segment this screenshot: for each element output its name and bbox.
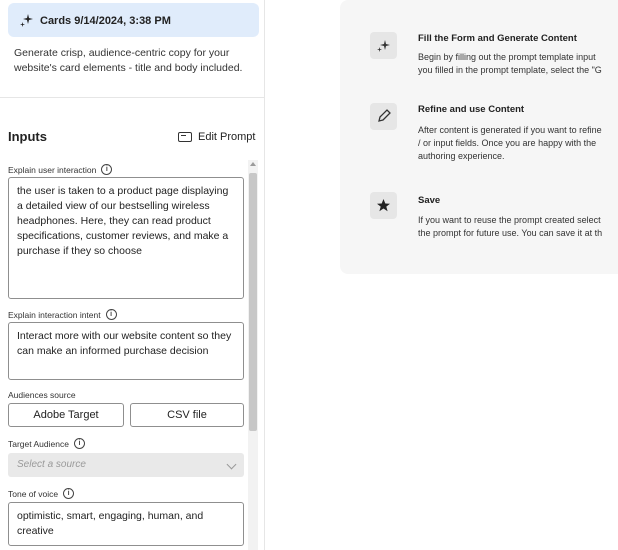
adobe-target-button[interactable]: Adobe Target (8, 403, 124, 427)
step-text-line: you filled in the prompt template, select the "G (418, 65, 602, 75)
step-text-line: / or input fields. Once you are happy with the (418, 138, 597, 148)
user-interaction-label (8, 164, 112, 175)
step-text-line: After content is generated if you want to refine (418, 125, 602, 135)
interaction-intent-label (8, 309, 117, 320)
info-icon[interactable]: i (74, 438, 85, 449)
step-text (418, 214, 618, 240)
panel-divider (264, 0, 265, 550)
tone-of-voice-label (8, 488, 74, 499)
step-text (418, 51, 618, 77)
edit-prompt-button[interactable] (178, 129, 255, 145)
interaction-intent-textarea[interactable]: Interact more with our website content so they can make an informed purchase decision (8, 322, 244, 380)
star-icon (370, 192, 397, 219)
session-card[interactable] (8, 3, 259, 37)
chevron-down-icon (227, 460, 237, 470)
info-icon[interactable]: i (63, 488, 74, 499)
csv-file-button[interactable]: CSV file (130, 403, 244, 427)
pencil-icon (370, 103, 397, 130)
terminal-icon (178, 132, 192, 142)
target-audience-select[interactable] (8, 453, 244, 477)
step-text-line: authoring experience. (418, 151, 505, 161)
step-title: Fill the Form and Generate Content (418, 33, 577, 44)
step-icon-box (370, 103, 397, 130)
inputs-heading: Inputs (8, 129, 47, 144)
inputs-panel (0, 0, 264, 550)
target-audience-label (8, 438, 85, 449)
audiences-source-label-text: Audiences source (8, 390, 76, 400)
step-text-line: If you want to reuse the prompt created select (418, 215, 601, 225)
step-icon-box (370, 192, 397, 219)
audiences-source-label (8, 390, 76, 400)
user-interaction-textarea[interactable]: the user is taken to a product page displaying a detailed view of our bestselling wireless headphones. Here, they can read product specifications, customer reviews, and make a purchase if they so choose (8, 177, 244, 299)
inputs-scrollbar[interactable] (248, 160, 258, 550)
section-divider (0, 97, 264, 98)
scroll-up-arrow-icon[interactable] (250, 162, 256, 166)
session-title: Cards 9/14/2024, 3:38 PM (40, 15, 171, 27)
interaction-intent-label-text: Explain interaction intent (8, 309, 101, 320)
step-icon-box (370, 32, 397, 59)
sparkle-icon (370, 32, 397, 59)
tone-of-voice-textarea[interactable]: optimistic, smart, engaging, human, and creative (8, 502, 244, 546)
step-title: Refine and use Content (418, 104, 525, 115)
scrollbar-thumb[interactable] (249, 173, 257, 431)
step-text-line: Begin by filling out the prompt template input (418, 52, 596, 62)
sparkle-icon (19, 12, 35, 28)
step-text-line: the prompt for future use. You can save it at th (418, 228, 603, 238)
target-audience-label-text: Target Audience (8, 438, 69, 449)
target-audience-placeholder: Select a source (17, 459, 86, 470)
edit-prompt-label: Edit Prompt (198, 131, 256, 143)
step-title: Save (418, 195, 441, 206)
tone-of-voice-label-text: Tone of voice (8, 488, 59, 499)
session-description: Generate crisp, audience-centric copy for your website's card elements - title and body included. (14, 47, 243, 74)
step-text (418, 124, 618, 163)
info-icon[interactable]: i (101, 164, 112, 175)
user-interaction-label-text: Explain user interaction (8, 164, 97, 175)
info-icon[interactable]: i (106, 309, 117, 320)
